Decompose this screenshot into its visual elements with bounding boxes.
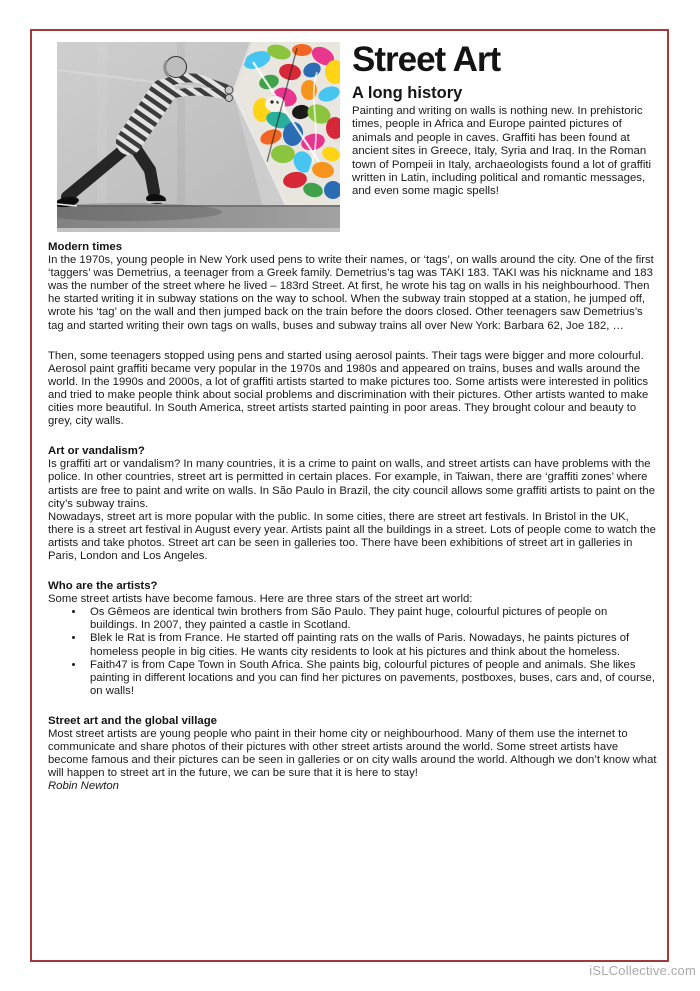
modern-times-paragraph-2: Then, some teenagers stopped using pens and started using aerosol paints. Their tags were bigger and more colourful. Aerosol paint graffiti became very popular in the 1970s and 1980s and appeared on trains, buses and walls around the world. In the 1990s and 2000s, a lot of graffiti artists started to make pictures too. Some artists were interested in politics and tried to make people think about social problems and discrimination with their pictures. Other artists wanted to make cities more beautiful. In South America, street artists started painting in poor areas. They brought colour and beauty to grey, city walls.: [48, 349, 649, 428]
art-or-vandalism-paragraph-2: Nowadays, street art is more popular with the public. In some cities, there are street art festivals. In Bristol in the UK, there is a street art festival in August every year. Artists paint all the buildings in a street. Lots of people come to watch the artists and take photos. Street art can be seen in galleries too. There have been exhibitions of street art in galleries in Paris, London and Los Angeles.: [48, 510, 656, 562]
page-title: Street Art: [352, 40, 501, 79]
artist-bullet-os-gemeos: • Os Gêmeos are identical twin brothers from São Paulo. They paint huge, colourful pictures of people on buildings. In 2007, they painted a castle in Scotland.: [85, 606, 657, 632]
article-body: [48, 241, 657, 793]
modern-times-paragraph-1: In the 1970s, young people in New York used pens to write their names, or ‘tags’, on walls around the city. One of the first ‘taggers’ was Demetrius, a teenager from a Greek family. Demetrius’s tag was TAKI 183. TAKI was his nickname and 183 was the number of the street where he lived – 183rd Street. At first, he wrote his tag on walls in his neighbourhood. Then he started writing it in subway stations on the way to school. When the subway train stopped at a station, he jumped off, wrote his ‘tag’ on the wall and then jumped back on the train before the doors closed. Other teenagers saw Demetrius’s tag and started writing their own tags on walls, buses and subway trains all over New York: Barbara 62, Joe 182, …: [48, 254, 654, 332]
street-art-photo: [57, 42, 340, 232]
artist-bullet-blek-le-rat: • Blek le Rat is from France. He started off painting rats on the walls of Paris. Nowadays, he paints pictures of homeless people in big cities. He wants city residents to look at his pictures and think about the homeless.: [85, 632, 657, 658]
section-heading-modern-times: Modern times: [48, 241, 123, 253]
art-or-vandalism-paragraph-1: Is graffiti art or vandalism? In many countries, it is a crime to paint on walls, and street artists can have problems with the police. In other countries, street art is permitted in certain places. For example, in Taiwan, there are ‘graffiti zones’ where artists are free to paint and write on walls. In São Paulo in Brazil, the city council allows some graffiti artists to paint on the city’s subway trains.: [48, 458, 655, 510]
author-name: Robin Newton: [48, 780, 119, 793]
artists-intro: Some street artists have become famous. Here are three stars of the street art world:: [48, 593, 473, 606]
intro-paragraph: Painting and writing on walls is nothing new. In prehistoric times, people in Africa and Europe painted pictures of animals and people in caves. Graffiti has been found at ancient sites in Greece, Italy, Syria and Iraq. In the Roman town of Pompeii in Italy, archaeologists found a lot of graffiti written in Latin, including political and romantic messages, and even some magic spells!: [352, 105, 652, 198]
section-heading-art-or-vandalism: Art or vandalism?: [48, 445, 145, 458]
street-art-mural-illustration: [57, 42, 340, 232]
artist-bullet-faith47: • Faith47 is from Cape Town in South Africa. She paints big, colourful pictures of people and animals. She likes painting in different locations and you can find her pictures on pavements, postboxes, buses, cars and, of course, on walls!: [85, 659, 657, 698]
global-village-paragraph: Most street artists are young people who paint in their home city or neighbourhood. Many of them use the internet to communicate and share photos of their pictures with other street artists around the world. Some street artists have become famous and their pictures can be seen in galleries or on city walls around the world. Although we don’t know what will happen to street art in the future, we can be sure that it is here to stay!: [48, 728, 657, 780]
subtitle: A long history: [352, 84, 463, 102]
section-heading-global-village: Street art and the global village: [48, 714, 218, 727]
section-heading-who-are-the-artists: Who are the artists?: [48, 580, 158, 593]
artists-bullet-list: [48, 606, 657, 698]
header: [352, 41, 658, 199]
worksheet-page-frame: [30, 29, 669, 962]
islcollective-watermark: iSLCollective.com: [589, 963, 696, 978]
